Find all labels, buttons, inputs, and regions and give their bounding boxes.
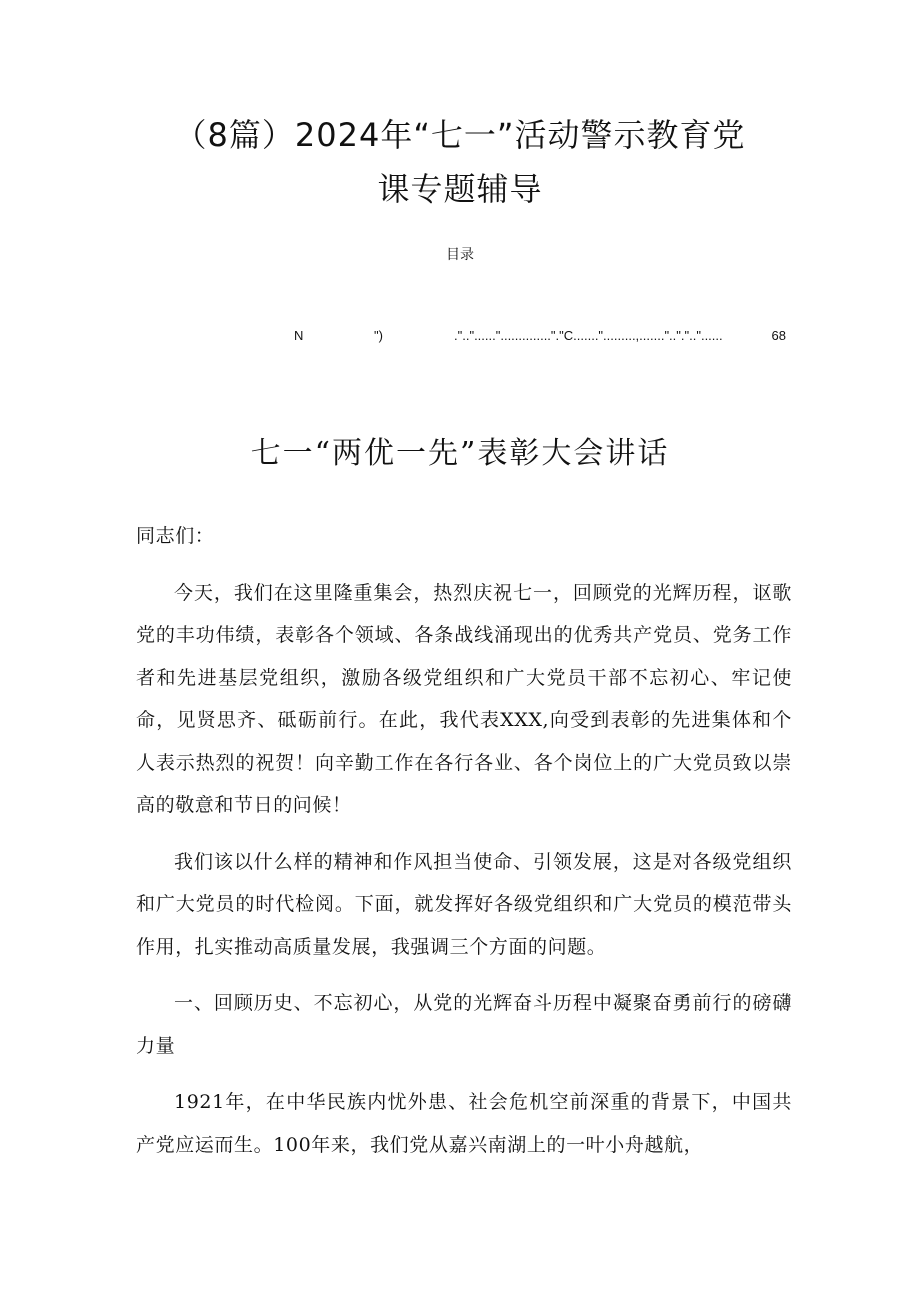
- toc-entry-part-a: N: [294, 328, 304, 343]
- toc-entry[interactable]: [0, 326, 920, 348]
- toc-heading: 目录: [446, 247, 474, 263]
- body-heading-1: 一、回顾历史、不忘初心，从党的光辉奋斗历程中凝聚奋勇前行的磅礴力量: [136, 992, 792, 1057]
- body-paragraph-2: 我们该以什么样的精神和作风担当使命、引领发展，这是对各级党组织和广大党员的时代检阅。下面，就发挥好各级党组织和广大党员的模范带头作用，扎实推动高质量发展，我强调三个方面的问题。: [136, 850, 792, 958]
- document-title-line-2: 课专题辅导: [377, 170, 543, 208]
- toc-entry-part-b: "): [374, 328, 383, 343]
- toc-entry-page-number: 68: [771, 328, 786, 343]
- document-title-line-1: （8篇）2024年“七一”活动警示教育党: [174, 116, 746, 154]
- body-paragraph-3: 1921年，在中华民族内忧外患、社会危机空前深重的背景下，中国共产党应运而生。100年来，我们党从嘉兴南湖上的一叶小舟越航，: [136, 1091, 792, 1156]
- document-title: [150, 108, 770, 216]
- section-title: 七一“两优一先”表彰大会讲话: [250, 436, 670, 471]
- body-text: [136, 515, 792, 1166]
- toc-entry-leader: .".."......".............."."C.......".........,......."..".".."......: [454, 328, 723, 343]
- salutation: 同志们：: [136, 525, 215, 547]
- body-paragraph-1: 今天，我们在这里隆重集会，热烈庆祝七一，回顾党的光辉历程，讴歌党的丰功伟绩，表彰各个领域、各条战线涌现出的优秀共产党员、党务工作者和先进基层党组织，激励各级党组织和广大党员干部不忘初心、牢记使命，见贤思齐、砥砺前行。在此，我代表XXX,向受到表彰的先进集体和个人表示热烈的祝贺！向辛勤工作在各行各业、各个岗位上的广大党员致以崇高的敬意和节日的问候！: [136, 581, 792, 816]
